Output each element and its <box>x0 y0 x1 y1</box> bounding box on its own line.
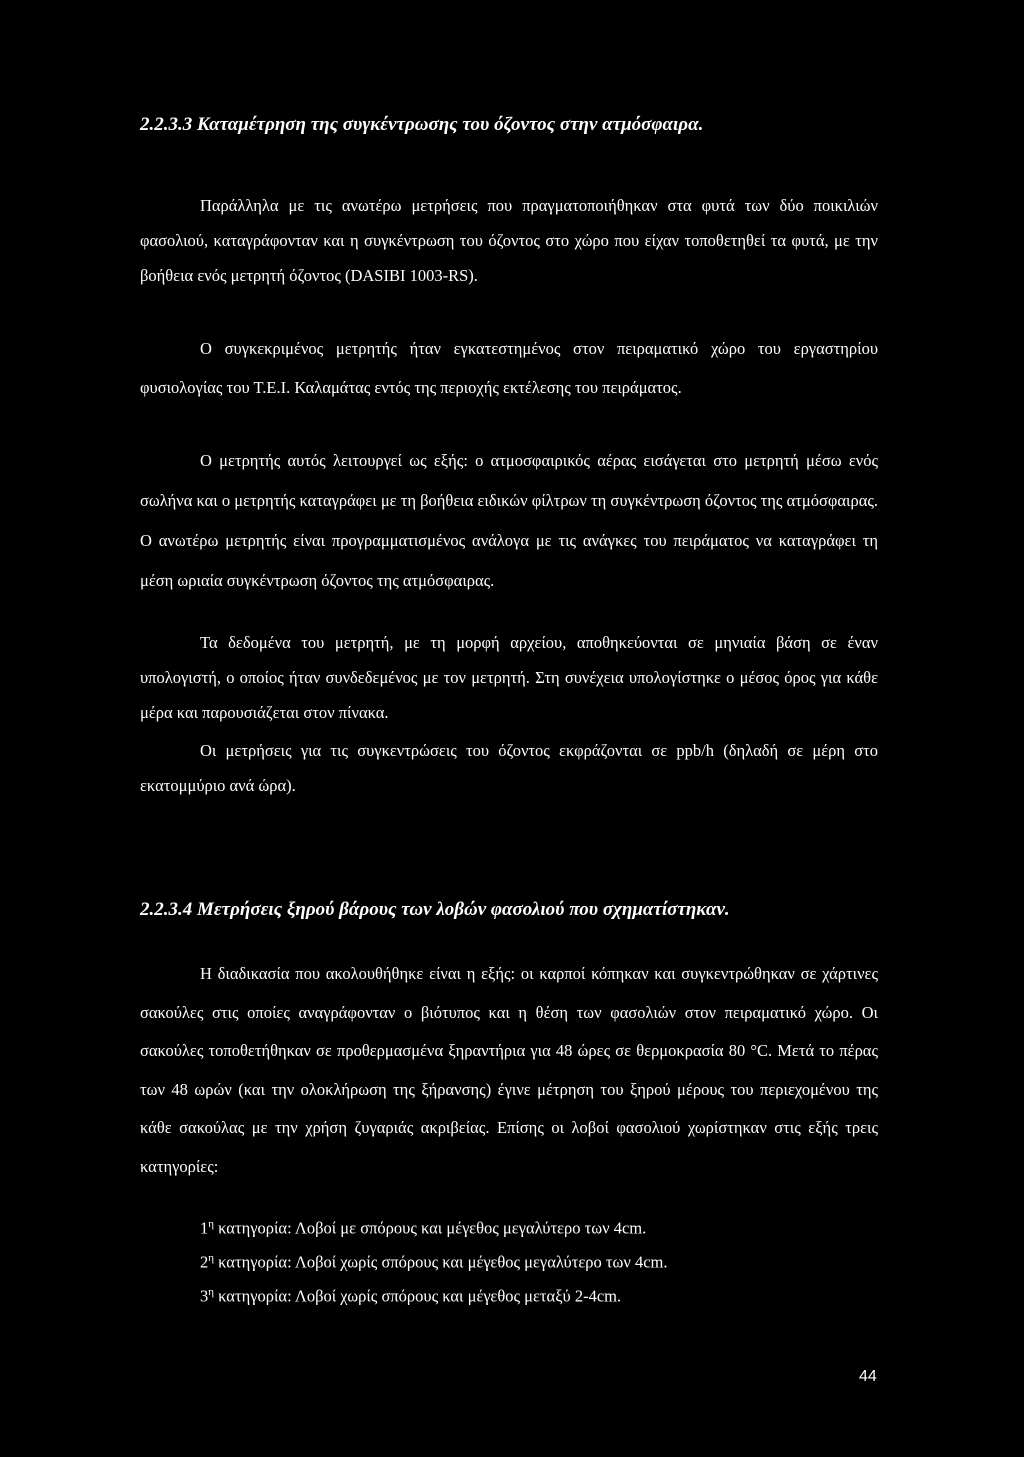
section-heading-dry-weight: 2.2.3.4 Μετρήσεις ξηρού βάρους των λοβών φασολιού που σχηματίστηκαν. <box>140 899 730 920</box>
paragraph-meter-location: Ο συγκεκριμένος μετρητής ήταν εγκατεστημένος στον πειραματικό χώρο του εργαστηρίου φυσιολογίας του Τ.Ε.Ι. Καλαμάτας εντός της περιοχής εκτέλεσης του πειράματος. <box>140 339 878 397</box>
ordinal-suffix: η <box>208 1286 215 1298</box>
category-item-3 <box>200 1286 621 1307</box>
paragraph-data-storage: Τα δεδομένα του μετρητή, με τη μορφή αρχείου, αποθηκεύονται σε μηνιαία βάση σε έναν υπολογιστή, ο οποίος ήταν συνδεδεμένος με τον μετρητή. Στη συνέχεια υπολογίστηκε ο μέσος όρος για κάθε μέρα και παρουσιάζεται στον πίνακα. <box>140 633 878 722</box>
page-number: 44 <box>859 1368 877 1385</box>
category-text: κατηγορία: Λοβοί με σπόρους και μέγεθος μεγαλύτερο των 4cm. <box>214 1218 647 1238</box>
section-heading-ozone-measurement: 2.2.3.3 Καταμέτρηση της συγκέντρωσης του όζοντος στην ατμόσφαιρα. <box>140 114 704 135</box>
paragraph-ozone-intro: Παράλληλα με τις ανωτέρω μετρήσεις που πραγματοποιήθηκαν στα φυτά των δύο ποικιλιών φασολιού, καταγράφονταν και η συγκέντρωση του όζοντος στο χώρο που είχαν τοποθετηθεί τα φυτά, με την βοήθεια ενός μετρητή όζοντος (DASIBI 1003-RS). <box>140 196 878 285</box>
ordinal-suffix: η <box>208 1252 215 1264</box>
category-text: κατηγορία: Λοβοί χωρίς σπόρους και μέγεθος μεγαλύτερο των 4cm. <box>214 1252 668 1272</box>
paragraph-procedure: Η διαδικασία που ακολουθήθηκε είναι η εξής: οι καρποί κόπηκαν και συγκεντρώθηκαν σε χάρτινες σακούλες στις οποίες αναγράφονταν ο βιότυπος και η θέση των φασολιών στον πειραματικό χώρο. Οι σακούλες τοποθετήθηκαν σε προθερμασμένα ξηραντήρια για 48 ώρες σε θερμοκρασία 80 °C. Μετά το πέρας των 48 ωρών (και την ολοκλήρωση της ξήρανσης) έγινε μέτρηση του ξηρού μέρους του περιεχομένου της κάθε σακούλας με την χρήση ζυγαριάς ακριβείας. Επίσης οι λοβοί φασολιού χωρίστηκαν στις εξής τρεις κατηγορίες: <box>140 964 878 1176</box>
category-number: 2 <box>200 1252 209 1272</box>
paragraph-units: Οι μετρήσεις για τις συγκεντρώσεις του όζοντος εκφράζονται σε ppb/h (δηλαδή σε μέρη στο εκατομμύριο ανά ώρα). <box>140 741 878 795</box>
ordinal-suffix: η <box>208 1218 215 1230</box>
paragraph-meter-operation: Ο μετρητής αυτός λειτουργεί ως εξής: ο ατμοσφαιρικός αέρας εισάγεται στο μετρητή μέσω ενός σωλήνα και ο μετρητής καταγράφει με τη βοήθεια ειδικών φίλτρων τη συγκέντρωση όζοντος της ατμόσφαιρας. Ο ανωτέρω μετρητής είναι προγραμματισμένος ανάλογα με τις ανάγκες του πειράματος να καταγράφει τη μέση ωριαία συγκέντρωση όζοντος της ατμόσφαιρας. <box>140 451 878 590</box>
category-number: 1 <box>200 1218 209 1238</box>
category-number: 3 <box>200 1286 209 1306</box>
category-text: κατηγορία: Λοβοί χωρίς σπόρους και μέγεθος μεταξύ 2-4cm. <box>214 1286 622 1306</box>
category-item-2 <box>200 1252 668 1273</box>
category-item-1 <box>200 1218 646 1239</box>
